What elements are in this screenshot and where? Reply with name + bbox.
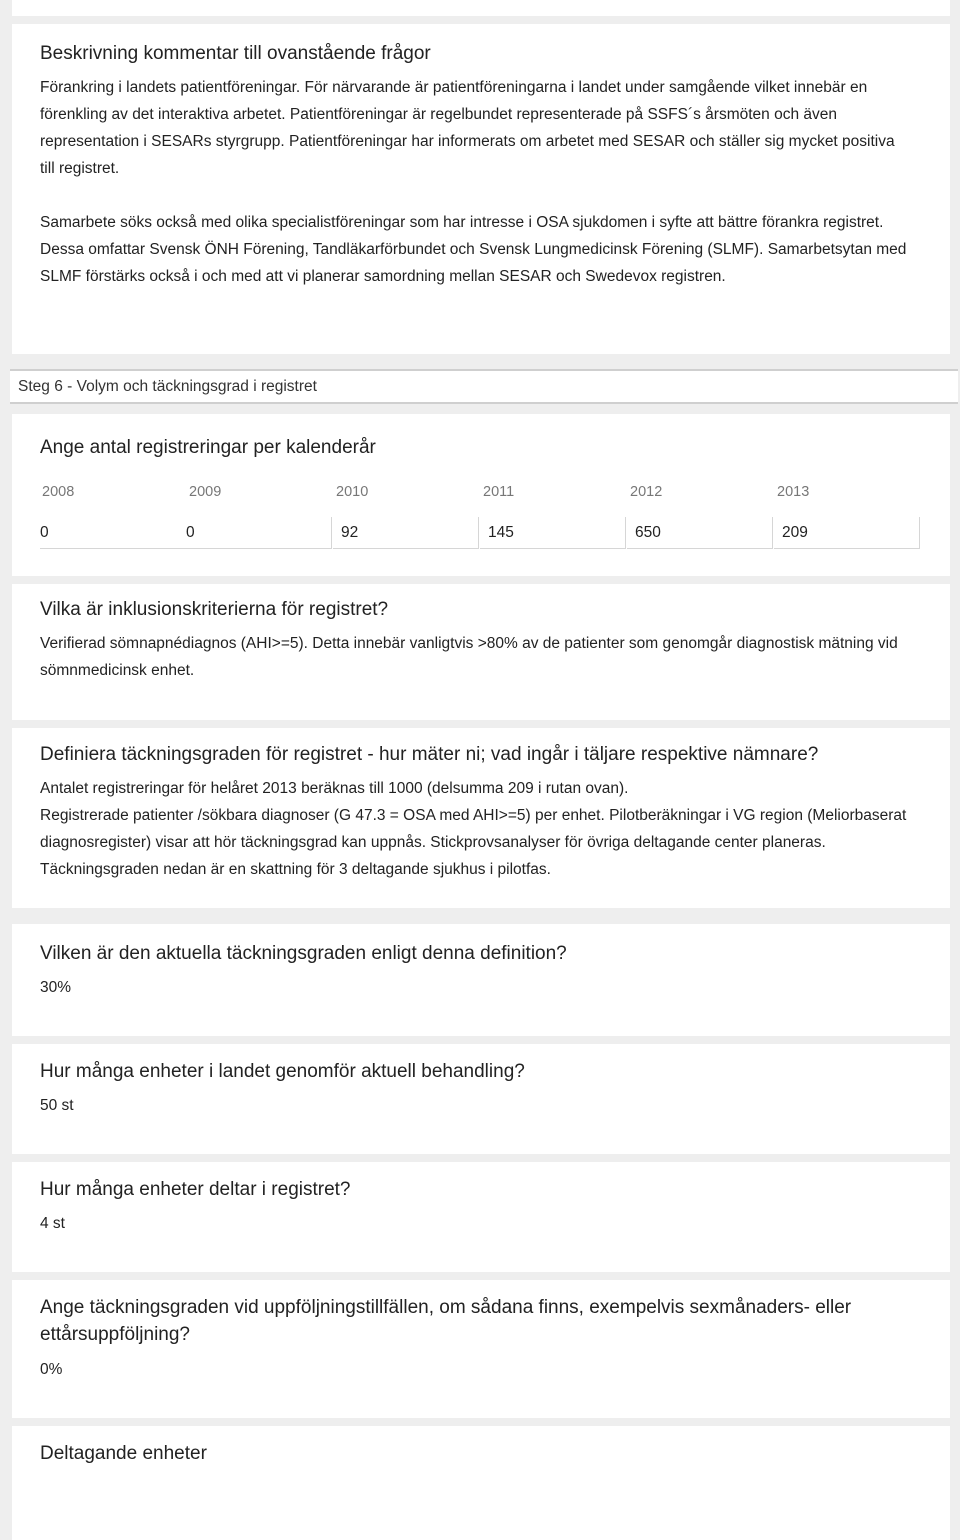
comment-panel (12, 24, 950, 354)
current-coverage-title: Vilken är den aktuella täckningsgraden enligt denna definition? (40, 943, 567, 964)
units-country-title: Hur många enheter i landet genomför aktuell behandling? (40, 1061, 525, 1082)
year-value-cell: 145 (480, 517, 626, 549)
year-value-cell: 209 (774, 517, 920, 549)
step-header (10, 369, 958, 404)
comment-paragraph-1: Förankring i landets patientföreningar. För närvarande är patientföreningarna i landet under samgående vilket innebär en förenkling av det interaktiva arbetet. Patientföreningar är regelbundet representerade på SSFS´s årsmöten och även representation i SESARs styrgrupp. Patientföreningar har informerats om arbetet med SESAR och ställer sig mycket positiva till registret. (40, 79, 895, 177)
year-label: 2012 (630, 484, 663, 500)
comment-body (40, 74, 910, 290)
current-coverage-answer: 30% (40, 979, 72, 996)
year-value-cell: 0 (40, 517, 186, 549)
inclusion-answer: Verifierad sömnapnédiagnos (AHI>=5). Detta innebär vanligtvis >80% av de patienter som genomgår diagnostisk mätning vid sömnmedicinsk enhet. (40, 635, 898, 679)
units-registry-title: Hur många enheter deltar i registret? (40, 1179, 351, 1200)
step-label: Steg 6 - Volym och täckningsgrad i registret (18, 378, 317, 395)
units-country-panel (12, 1044, 950, 1154)
coverage-definition-title: Definiera täckningsgraden för registret - hur mäter ni; vad ingår i täljare respektive nämnare? (40, 744, 819, 765)
comment-paragraph-2: Samarbete söks också med olika specialistföreningar som har intresse i OSA sjukdomen i syfte att bättre förankra registret. Dessa omfattar Svensk ÖNH Förening, Tandläkarförbundet och Svensk Lungmedicinsk Förening (SLMF). Samarbetsytan med SLMF förstärks också i och med att vi planerar samordning mellan SESAR och Swedevox registren. (40, 214, 907, 285)
registrations-title: Ange antal registreringar per kalenderår (40, 437, 376, 458)
current-coverage-panel (12, 924, 950, 1036)
year-label: 2008 (42, 484, 75, 500)
year-value-cell: 92 (333, 517, 479, 549)
followup-panel (12, 1280, 950, 1418)
year-label: 2013 (777, 484, 810, 500)
participants-title: Deltagande enheter (40, 1443, 207, 1464)
year-label: 2009 (189, 484, 222, 500)
participants-panel (12, 1426, 950, 1540)
year-value-cell: 0 (186, 517, 332, 549)
coverage-definition-answer (40, 775, 910, 883)
followup-title: Ange täckningsgraden vid uppföljningstillfällen, om sådana finns, exempelvis sexmånaders- eller ettårsuppföljning? (40, 1297, 852, 1345)
year-label: 2010 (336, 484, 369, 500)
units-country-answer: 50 st (40, 1097, 74, 1114)
coverage-definition-panel (12, 728, 950, 908)
year-value-cell: 650 (627, 517, 773, 549)
year-label: 2011 (483, 484, 515, 500)
inclusion-title: Vilka är inklusionskriterierna för registret? (40, 599, 389, 620)
top-strip (12, 0, 950, 16)
units-registry-panel (12, 1162, 950, 1272)
comment-title: Beskrivning kommentar till ovanstående frågor (40, 43, 431, 64)
coverage-definition-paragraph-2: Registrerade patienter /sökbara diagnoser (G 47.3 = OSA med AHI>=5) per enhet. Pilotberäkningar i VG region (Meliorbaserat diagnosregister) visar att hör täckningsgrad kan uppnås. Stickprovsanalyser för övriga deltagande center planeras. Täckningsgraden nedan är en skattning för 3 deltagande sjukhus i pilotfas. (40, 807, 907, 878)
inclusion-panel (12, 584, 950, 720)
coverage-definition-paragraph-1: Antalet registreringar för helåret 2013 beräknas till 1000 (delsumma 209 i rutan ovan). (40, 780, 629, 797)
registrations-panel (12, 414, 950, 576)
followup-answer: 0% (40, 1361, 63, 1378)
units-registry-answer: 4 st (40, 1215, 65, 1232)
